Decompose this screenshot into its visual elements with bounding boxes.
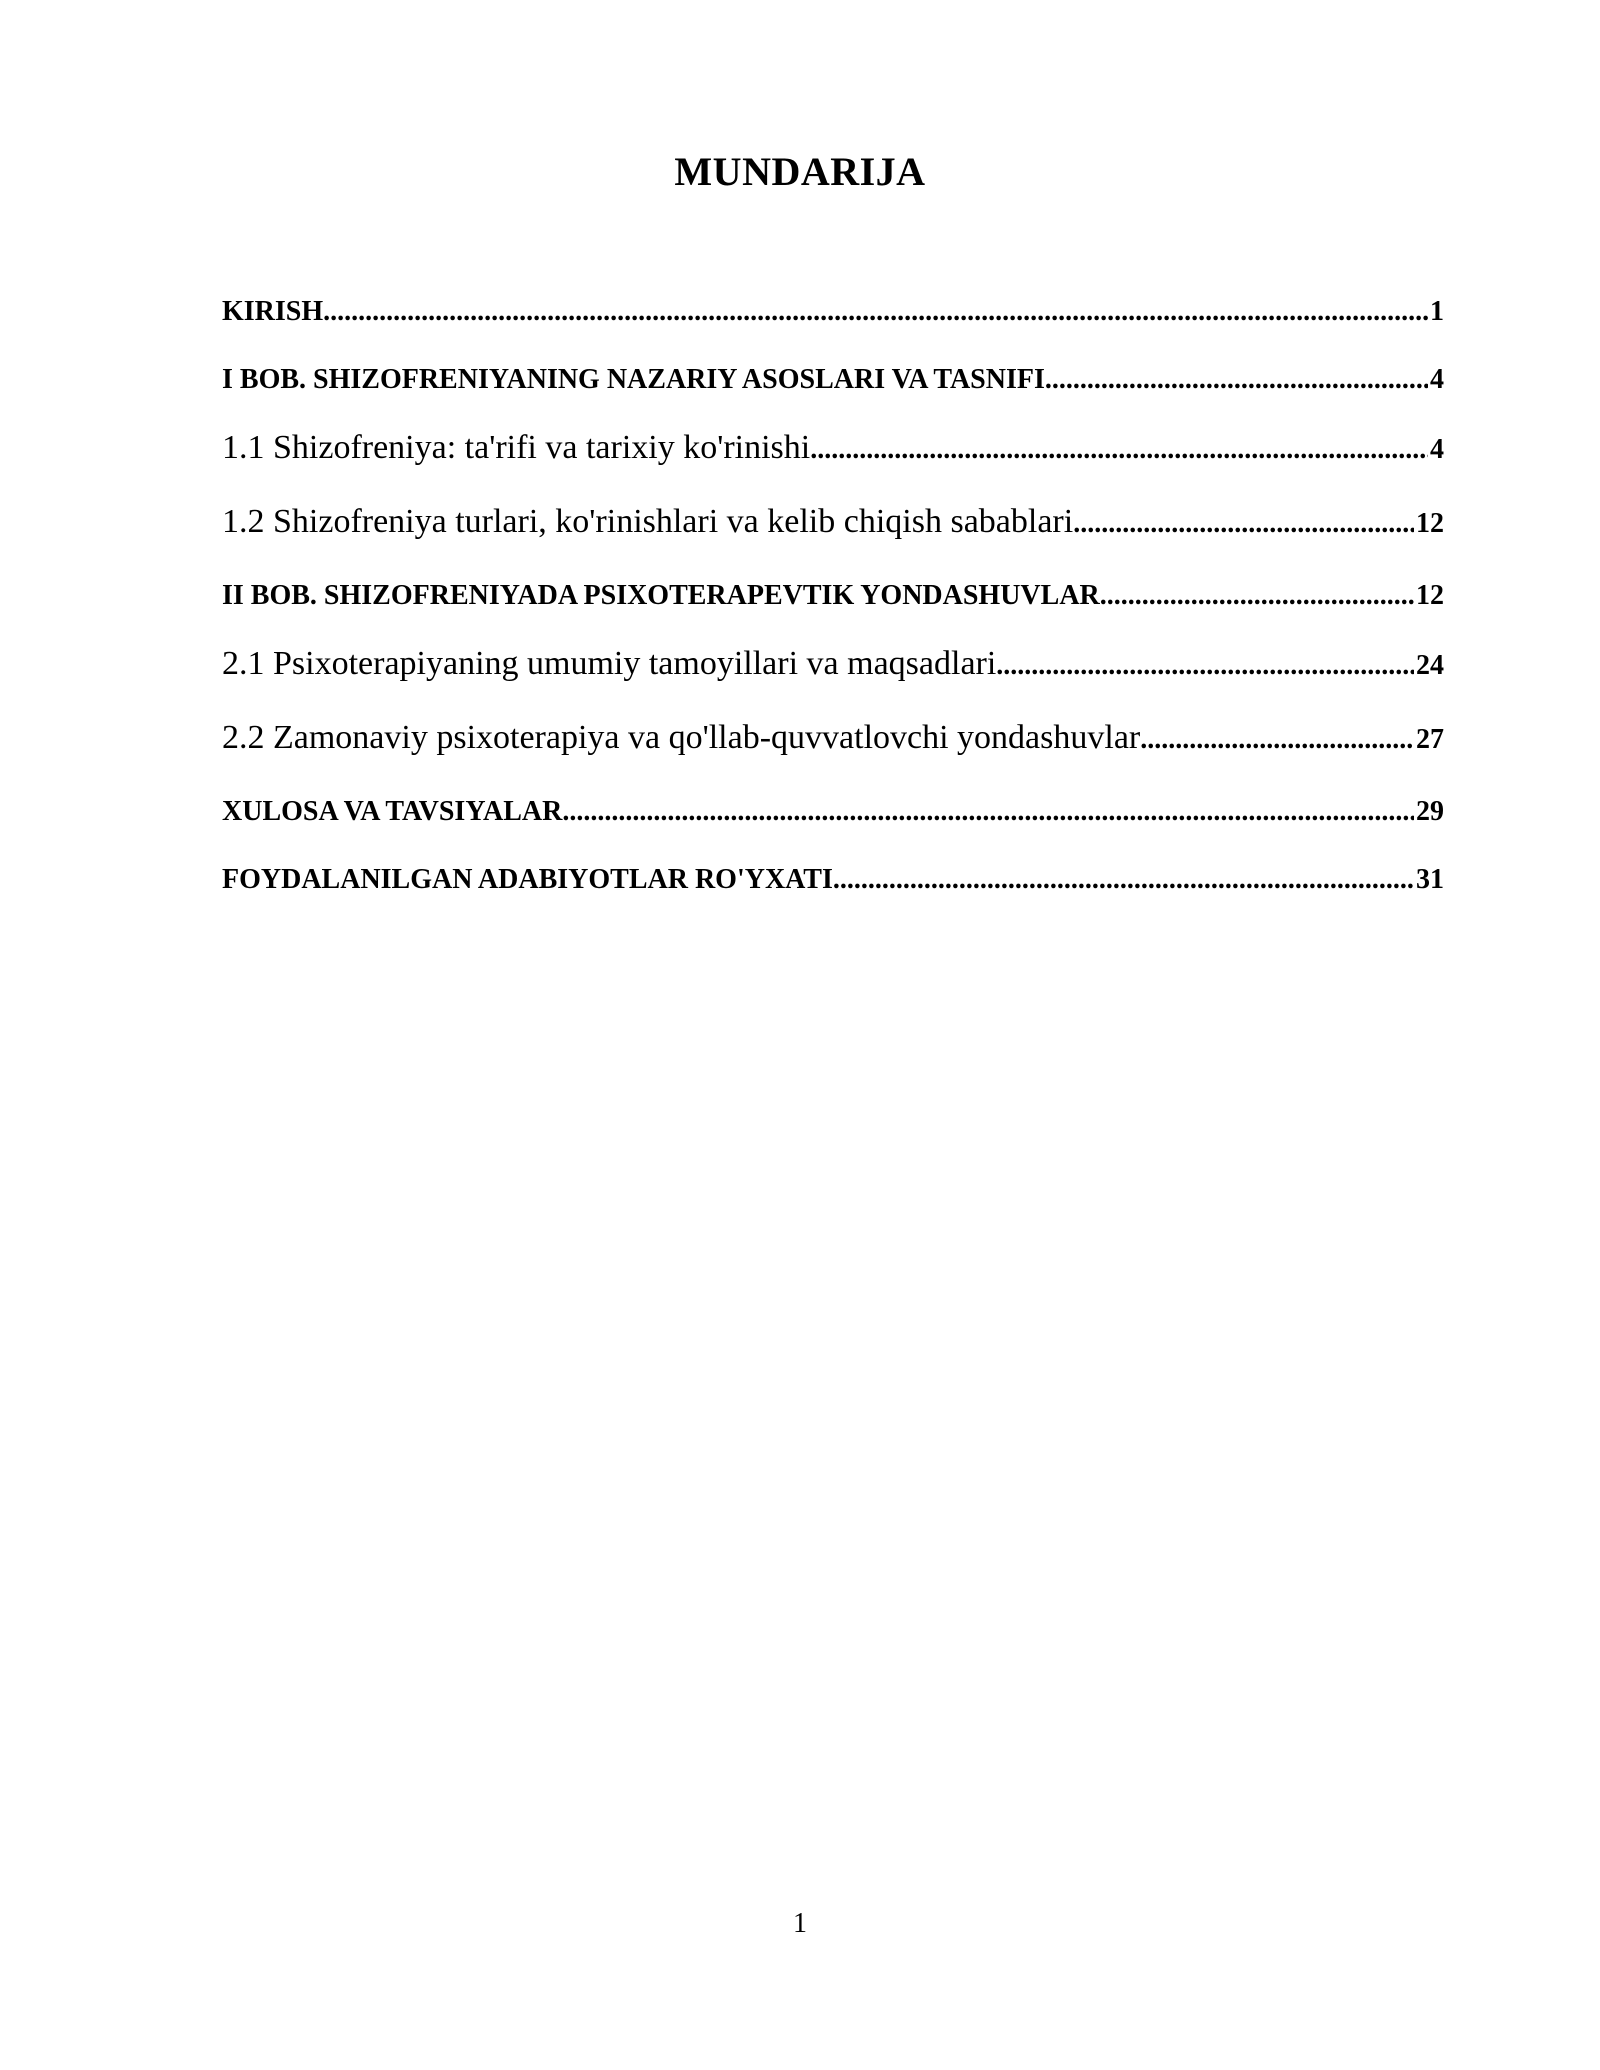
toc-entry-page: 24 bbox=[1416, 650, 1444, 681]
toc-entry-text: FOYDALANILGAN ADABIYOTLAR RO'YXATI bbox=[222, 864, 833, 895]
table-of-contents bbox=[222, 288, 1444, 924]
toc-entry-text: 2.2 Zamonaviy psixoterapiya va qo'llab-quvvatlovchi yondashuvlar bbox=[222, 719, 1141, 756]
toc-leader-dots bbox=[1100, 572, 1414, 620]
toc-entry-kirish[interactable] bbox=[222, 288, 1444, 356]
toc-entry-page: 1 bbox=[1430, 296, 1444, 327]
toc-leader-dots bbox=[1045, 356, 1428, 404]
toc-entry-text: 2.1 Psixoterapiyaning umumiy tamoyillari va maqsadlari bbox=[222, 645, 997, 682]
toc-entry-page: 12 bbox=[1416, 580, 1444, 611]
toc-entry-page: 29 bbox=[1416, 796, 1444, 827]
toc-entry-text: II BOB. SHIZOFRENIYADA PSIXOTERAPEVTIK YONDASHUVLAR bbox=[222, 580, 1100, 611]
toc-entry-chapter-1[interactable] bbox=[222, 356, 1444, 424]
toc-entry-text: 1.2 Shizofreniya turlari, ko'rinishlari va kelib chiqish sabablari bbox=[222, 503, 1074, 540]
toc-entry-chapter-2[interactable] bbox=[222, 572, 1444, 640]
toc-entry-page: 27 bbox=[1416, 724, 1444, 755]
toc-entry-bibliography[interactable] bbox=[222, 856, 1444, 924]
page-number: 1 bbox=[793, 1908, 807, 1939]
toc-entry-section-1-2[interactable] bbox=[222, 498, 1444, 572]
page-title: MUNDARIJA bbox=[674, 149, 926, 194]
toc-entry-text: I BOB. SHIZOFRENIYANING NAZARIY ASOSLARI VA TASNIFI bbox=[222, 364, 1045, 395]
toc-entry-section-2-1[interactable] bbox=[222, 640, 1444, 714]
toc-leader-dots bbox=[810, 426, 1428, 474]
toc-entry-page: 12 bbox=[1416, 508, 1444, 539]
toc-entry-section-2-2[interactable] bbox=[222, 714, 1444, 788]
toc-leader-dots bbox=[833, 856, 1414, 904]
toc-entry-text: 1.1 Shizofreniya: ta'rifi va tarixiy ko'rinishi bbox=[222, 429, 811, 466]
toc-leader-dots bbox=[1140, 716, 1414, 764]
toc-entry-text: KIRISH bbox=[222, 296, 324, 327]
toc-entry-page: 31 bbox=[1416, 864, 1444, 895]
toc-entry-page: 4 bbox=[1430, 434, 1444, 465]
toc-entry-conclusion[interactable] bbox=[222, 788, 1444, 856]
toc-leader-dots bbox=[562, 788, 1414, 836]
toc-leader-dots bbox=[1073, 500, 1414, 548]
toc-entry-page: 4 bbox=[1430, 364, 1444, 395]
toc-entry-section-1-1[interactable] bbox=[222, 424, 1444, 498]
toc-leader-dots bbox=[996, 642, 1414, 690]
toc-entry-text: XULOSA VA TAVSIYALAR bbox=[222, 796, 563, 827]
toc-leader-dots bbox=[323, 288, 1428, 336]
